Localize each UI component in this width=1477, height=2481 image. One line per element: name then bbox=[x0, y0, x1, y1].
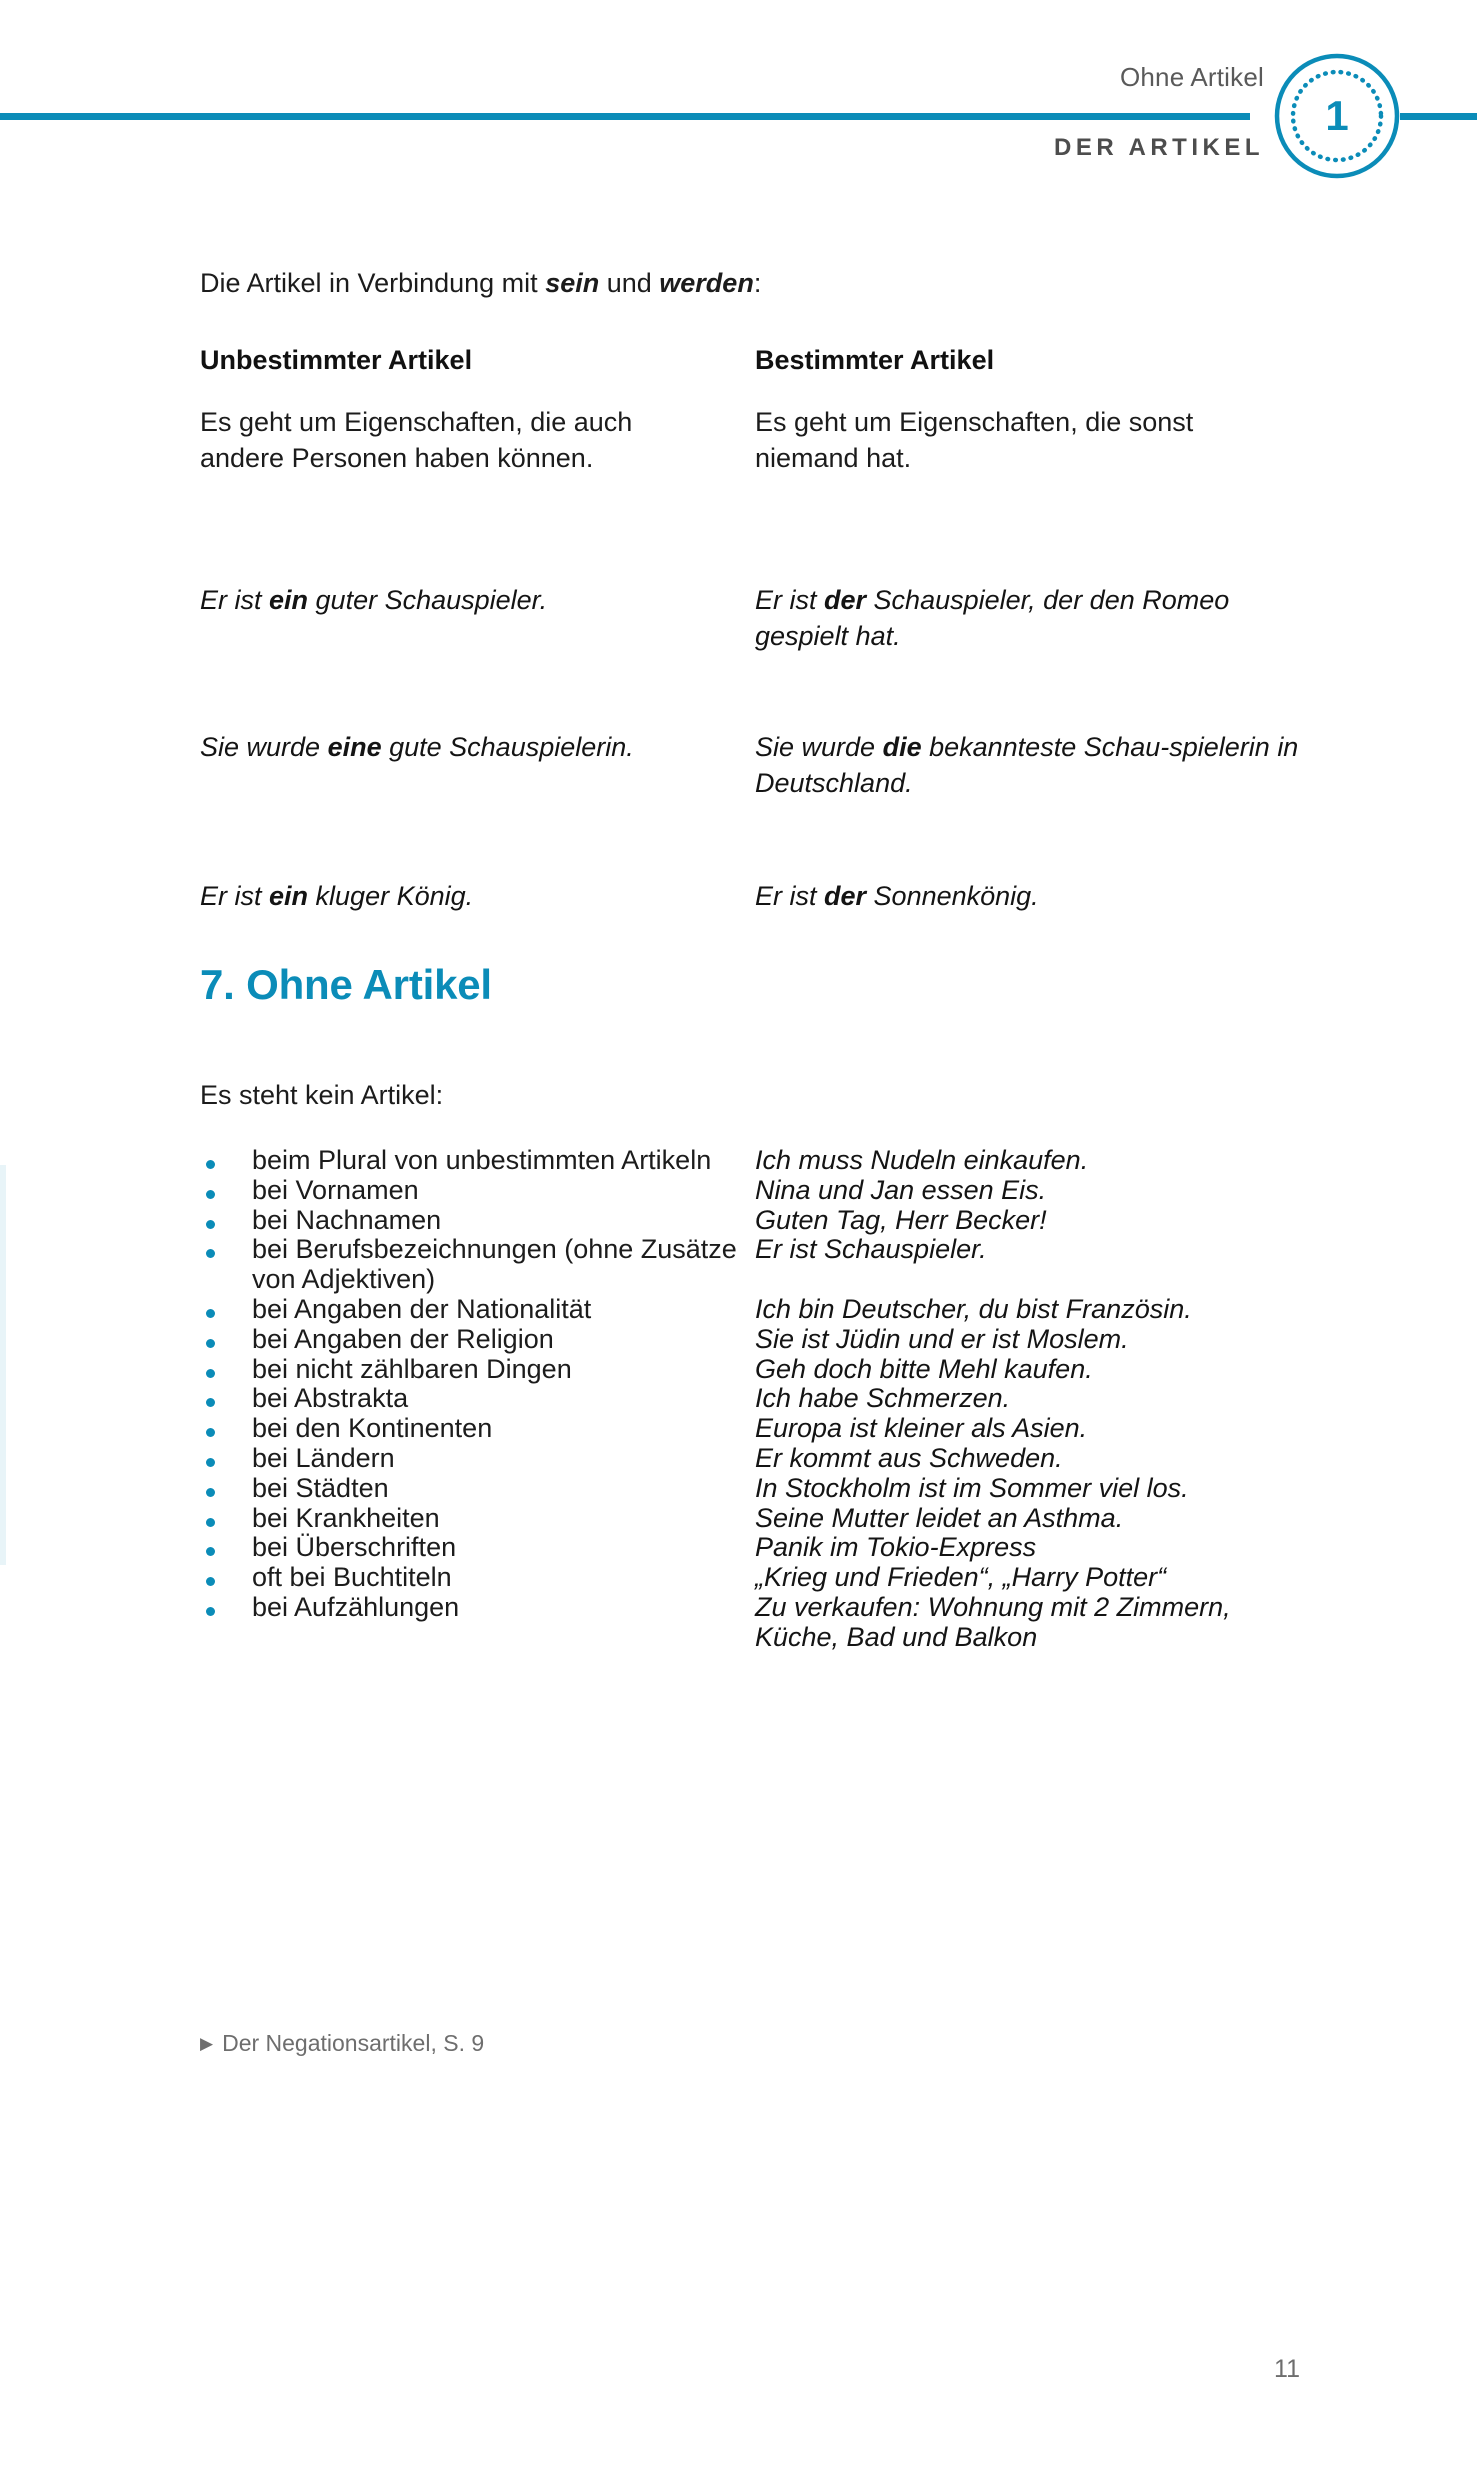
rule-example: Geh doch bitte Mehl kaufen. bbox=[755, 1353, 1093, 1384]
bullet-icon bbox=[206, 1190, 215, 1199]
rule-label: bei Überschriften bbox=[252, 1532, 457, 1563]
rule-list-item bbox=[200, 1563, 1300, 1593]
rule-list-item bbox=[200, 1176, 1300, 1206]
page-header bbox=[0, 0, 1477, 200]
column-heading-bestimmter-artikel: Bestimmter Artikel bbox=[755, 345, 995, 375]
example-text-pre: Er ist bbox=[200, 881, 270, 911]
example-unbestimmter-2 bbox=[200, 730, 720, 766]
example-text-pre: Sie wurde bbox=[200, 732, 328, 762]
rule-example: Ich bin Deutscher, du bist Französin. bbox=[755, 1294, 1192, 1324]
rule-list-item bbox=[200, 1206, 1300, 1236]
page-edge-tab-marker bbox=[0, 1165, 6, 1565]
intro-keyword-sein: sein bbox=[545, 268, 600, 298]
rule-example: Europa ist kleiner als Asien. bbox=[755, 1413, 1088, 1444]
example-bestimmter-2 bbox=[755, 730, 1300, 802]
intro-suffix: : bbox=[753, 268, 762, 298]
rule-label: beim Plural von unbestimmten Artikeln bbox=[252, 1145, 712, 1175]
example-bestimmter-1 bbox=[755, 583, 1300, 655]
example-text-pre: Er ist bbox=[755, 585, 825, 615]
rule-label: bei Abstrakta bbox=[252, 1383, 409, 1414]
rule-list-item bbox=[200, 1355, 1300, 1385]
running-head-chapter-title: Ohne Artikel bbox=[1119, 62, 1264, 92]
bullet-icon bbox=[206, 1369, 215, 1378]
example-article-word: eine bbox=[327, 732, 382, 762]
example-text-post: guter Schauspieler. bbox=[308, 585, 548, 615]
rule-label: bei Städten bbox=[252, 1472, 389, 1503]
header-rule-right bbox=[1400, 113, 1477, 120]
bullet-icon bbox=[206, 1577, 215, 1586]
example-article-word: ein bbox=[269, 585, 309, 615]
intro-prefix: Die Artikel in Verbindung mit bbox=[200, 268, 546, 298]
header-rule-left bbox=[0, 113, 1250, 120]
rule-label: bei Angaben der Religion bbox=[252, 1323, 554, 1354]
cross-reference[interactable] bbox=[200, 2030, 484, 2057]
rule-list-item bbox=[200, 1504, 1300, 1534]
rule-label: bei nicht zählbaren Dingen bbox=[252, 1353, 572, 1384]
example-unbestimmter-1 bbox=[200, 583, 720, 619]
rule-label: bei Vornamen bbox=[252, 1174, 419, 1205]
intro-sentence bbox=[200, 266, 761, 301]
bullet-icon bbox=[206, 1339, 215, 1348]
chapter-badge-number: 1 bbox=[1325, 92, 1349, 139]
rule-list-item bbox=[200, 1146, 1300, 1176]
example-text-post: bekannteste Schau-spielerin in Deutschland. bbox=[755, 732, 1299, 798]
example-text-pre: Er ist bbox=[755, 881, 825, 911]
bullet-icon bbox=[206, 1547, 215, 1556]
rule-example: Ich habe Schmerzen. bbox=[755, 1383, 1011, 1414]
rule-example: Er kommt aus Schweden. bbox=[755, 1443, 1063, 1473]
column-description-unbestimmter-artikel: Es geht um Eigenschaften, die auch andere Personen haben können. bbox=[200, 407, 633, 473]
example-bestimmter-3 bbox=[755, 879, 1300, 915]
rule-example: Sie ist Jüdin und er ist Moslem. bbox=[755, 1323, 1129, 1354]
bullet-icon bbox=[206, 1428, 215, 1437]
example-text-pre: Sie wurde bbox=[755, 732, 883, 762]
page-number: 11 bbox=[1274, 2355, 1300, 2383]
example-text-post: Sonnenkönig. bbox=[866, 881, 1039, 911]
rule-example: Er ist Schauspieler. bbox=[755, 1234, 987, 1265]
rule-list-item bbox=[200, 1474, 1300, 1504]
rule-label: bei den Kontinenten bbox=[252, 1413, 493, 1444]
bullet-icon bbox=[206, 1309, 215, 1318]
intro-keyword-werden: werden bbox=[659, 268, 754, 298]
bullet-icon bbox=[206, 1160, 215, 1169]
example-unbestimmter-3 bbox=[200, 879, 720, 915]
rule-list-item bbox=[200, 1325, 1300, 1355]
example-text-post: Schauspieler, der den Romeo gespielt hat. bbox=[755, 585, 1230, 651]
bullet-icon bbox=[206, 1488, 215, 1497]
example-article-word: ein bbox=[269, 881, 309, 911]
bullet-icon bbox=[206, 1518, 215, 1527]
chapter-number-badge bbox=[1272, 51, 1402, 181]
example-article-word: der bbox=[824, 585, 867, 615]
column-heading-unbestimmter-artikel: Unbestimmter Artikel bbox=[200, 345, 473, 375]
example-text-post: gute Schauspielerin. bbox=[381, 732, 634, 762]
section-heading-ohne-artikel: 7. Ohne Artikel bbox=[200, 961, 492, 1008]
running-head-section-title: DER ARTIKEL bbox=[1054, 134, 1264, 161]
rule-label: bei Berufsbezeichnungen (ohne Zusätze von Adjektiven) bbox=[252, 1234, 737, 1295]
rule-example: Zu verkaufen: Wohnung mit 2 Zimmern, Küche, Bad und Balkon bbox=[755, 1592, 1231, 1652]
example-text-post: kluger König. bbox=[308, 881, 474, 911]
rule-example: „Krieg und Frieden“, „Harry Potter“ bbox=[755, 1562, 1167, 1593]
bullet-icon bbox=[206, 1398, 215, 1407]
rule-label: bei Krankheiten bbox=[252, 1502, 440, 1533]
rule-list-item bbox=[200, 1444, 1300, 1474]
rule-label: bei Angaben der Nationalität bbox=[252, 1294, 592, 1324]
rule-example: Ich muss Nudeln einkaufen. bbox=[755, 1145, 1089, 1175]
example-article-word: die bbox=[882, 732, 922, 762]
bullet-icon bbox=[206, 1458, 215, 1467]
rule-list-item bbox=[200, 1593, 1300, 1653]
rule-list-item bbox=[200, 1414, 1300, 1444]
rule-example: Seine Mutter leidet an Asthma. bbox=[755, 1502, 1124, 1533]
section-lead-text: Es steht kein Artikel: bbox=[200, 1080, 444, 1110]
rule-example: Guten Tag, Herr Becker! bbox=[755, 1204, 1047, 1235]
intro-middle: und bbox=[599, 268, 660, 298]
bullet-icon bbox=[206, 1220, 215, 1229]
rule-list-item bbox=[200, 1533, 1300, 1563]
rule-example: Nina und Jan essen Eis. bbox=[755, 1174, 1047, 1205]
rule-label: bei Ländern bbox=[252, 1443, 395, 1473]
example-text-pre: Er ist bbox=[200, 585, 270, 615]
bullet-icon bbox=[206, 1607, 215, 1616]
rule-list-item bbox=[200, 1384, 1300, 1414]
triangle-right-icon: ▶ bbox=[200, 2034, 214, 2053]
rule-label: oft bei Buchtiteln bbox=[252, 1562, 452, 1593]
bullet-icon bbox=[206, 1249, 215, 1258]
rule-label: bei Nachnamen bbox=[252, 1204, 442, 1235]
rule-example: In Stockholm ist im Sommer viel los. bbox=[755, 1472, 1189, 1503]
rule-example: Panik im Tokio-Express bbox=[755, 1532, 1037, 1563]
rule-list-item bbox=[200, 1235, 1300, 1295]
example-article-word: der bbox=[824, 881, 867, 911]
rule-label: bei Aufzählungen bbox=[252, 1592, 460, 1622]
rule-list-item bbox=[200, 1295, 1300, 1325]
column-description-bestimmter-artikel: Es geht um Eigenschaften, die sonst niemand hat. bbox=[755, 407, 1194, 473]
cross-reference-label: Der Negationsartikel, S. 9 bbox=[222, 2030, 485, 2056]
